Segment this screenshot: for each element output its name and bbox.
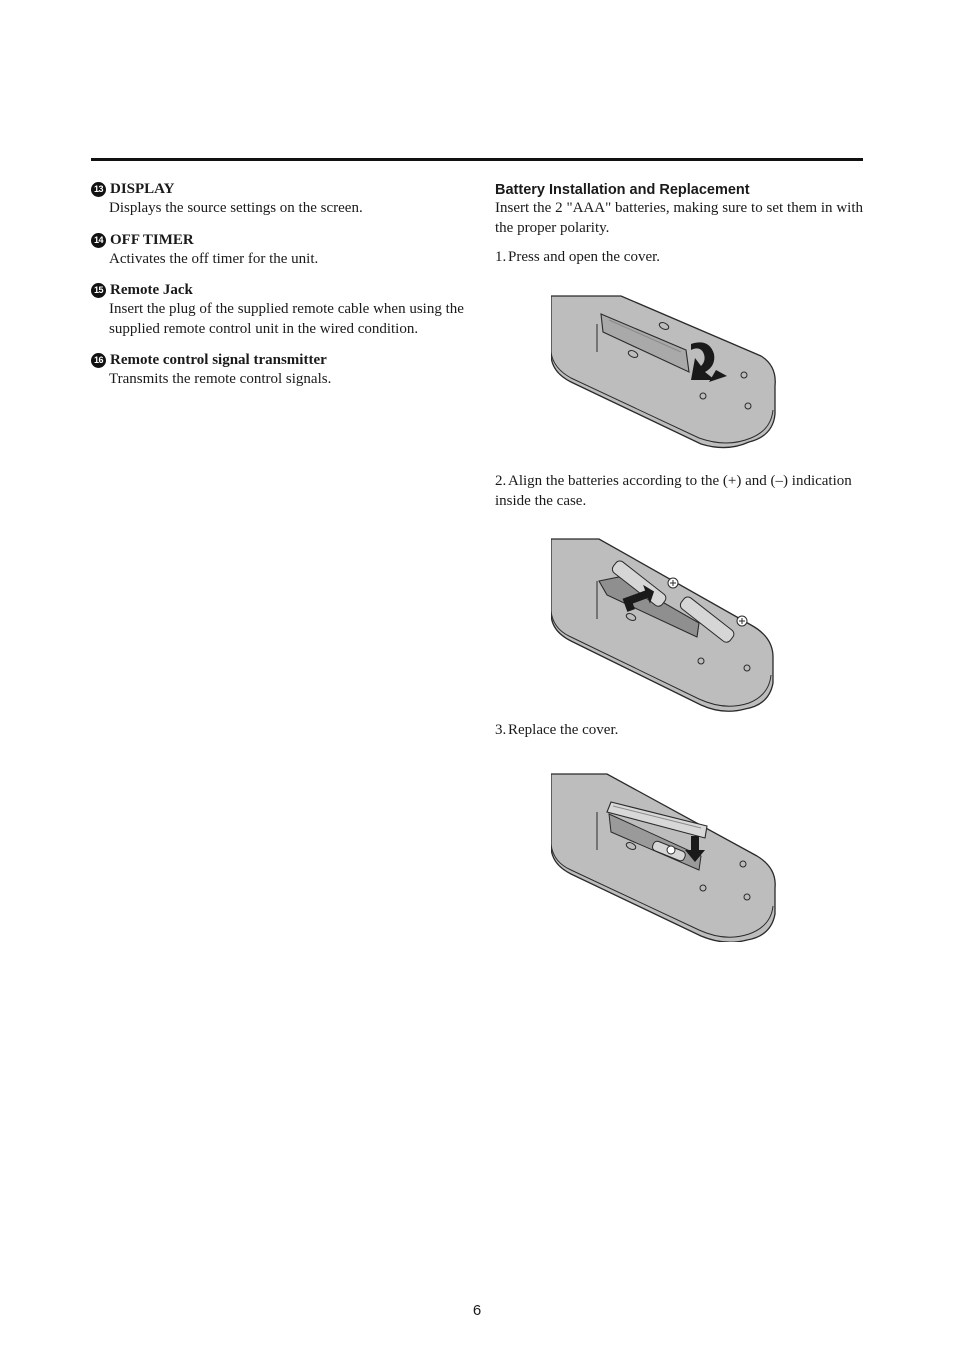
item-description: Activates the off timer for the unit. xyxy=(109,250,319,267)
item-number-badge: 15 xyxy=(91,283,106,298)
battery-section xyxy=(495,181,863,238)
item-display xyxy=(91,180,471,219)
item-title: DISPLAY xyxy=(110,181,175,197)
item-signal-transmitter xyxy=(91,351,471,390)
item-description: Insert the plug of the supplied remote cable when using the supplied remote control unit in the wired condition. xyxy=(109,301,464,337)
item-remote-jack xyxy=(91,281,471,339)
step-text: Press and open the cover. xyxy=(508,249,661,265)
button-descriptions xyxy=(91,180,471,402)
page-number: 6 xyxy=(472,1302,482,1319)
step-number: 3. xyxy=(495,722,507,738)
item-description: Transmits the remote control signals. xyxy=(109,371,332,387)
step-number: 1. xyxy=(495,249,507,265)
header-rule xyxy=(91,158,863,161)
item-number-badge: 13 xyxy=(91,182,106,197)
step-1 xyxy=(495,248,863,268)
remote-replace-cover-illustration xyxy=(551,772,779,942)
step-text: Align the batteries according to the (+) and (–) indication inside the case. xyxy=(495,473,852,509)
remote-open-cover-illustration xyxy=(551,294,779,452)
item-off-timer xyxy=(91,231,471,270)
item-title: OFF TIMER xyxy=(110,231,194,248)
remote-insert-batteries-illustration xyxy=(551,537,777,713)
item-description: Displays the source settings on the screen. xyxy=(109,200,363,216)
item-number-badge: 16 xyxy=(91,353,106,368)
step-number: 2. xyxy=(495,473,507,489)
section-intro: Insert the 2 "AAA" batteries, making sure to set them in with the proper polarity. xyxy=(495,200,863,236)
item-title: Remote Jack xyxy=(110,282,193,298)
step-2 xyxy=(495,472,863,511)
item-title: Remote control signal transmitter xyxy=(110,352,327,368)
step-3 xyxy=(495,721,863,741)
section-title: Battery Installation and Replacement xyxy=(495,182,750,198)
item-number-badge: 14 xyxy=(91,233,106,248)
step-text: Replace the cover. xyxy=(508,722,619,738)
